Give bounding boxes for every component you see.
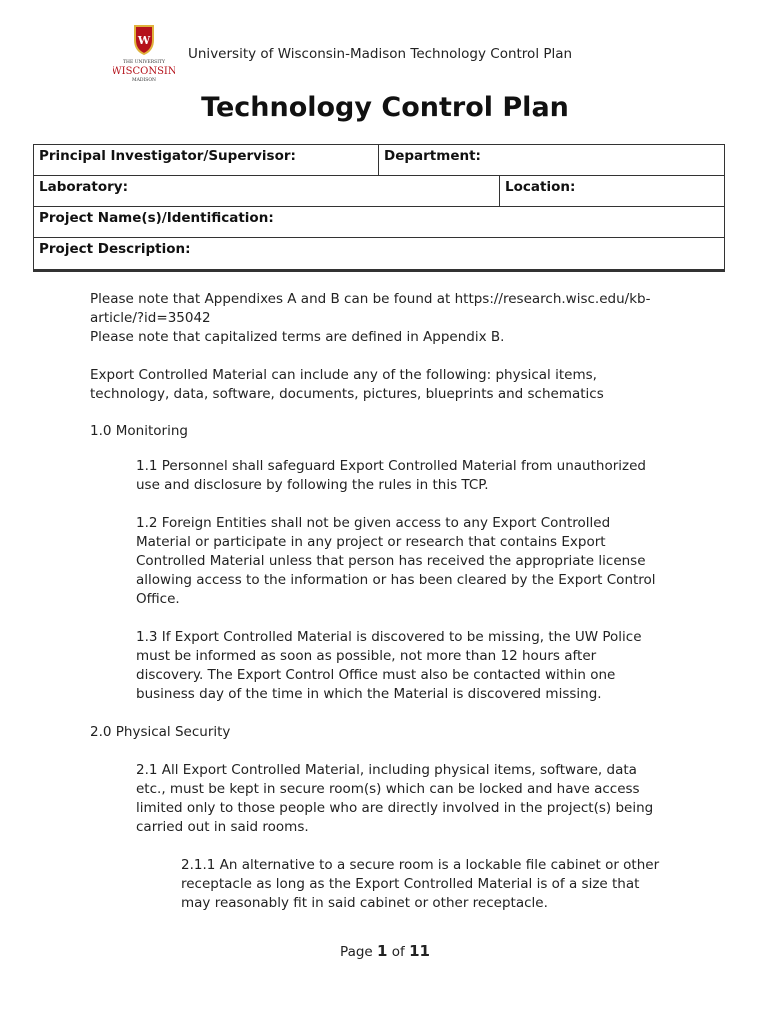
logo-text-bottom: MADISON	[132, 78, 156, 83]
page-word: Page	[340, 944, 373, 960]
logo-text-main: WISCONSIN	[113, 66, 175, 77]
text-line: discovery. The Export Control Office must also be contacted within one	[136, 667, 616, 683]
note-line: article/?id=35042	[90, 310, 211, 326]
appendix-note	[90, 290, 650, 347]
section-1-3	[136, 628, 642, 704]
export-definition	[90, 366, 604, 404]
form-row-pi	[34, 145, 724, 176]
project-name-field[interactable]: Project Name(s)/Identification:	[39, 210, 274, 226]
logo-text-top: THE UNIVERSITY	[123, 60, 165, 65]
of-word: of	[391, 944, 405, 960]
department-field[interactable]: Department:	[384, 148, 481, 164]
current-page: 1	[377, 942, 388, 960]
svg-text:W: W	[137, 34, 151, 47]
total-pages: 11	[409, 942, 430, 960]
section-2-1	[136, 761, 653, 837]
text-line: 2.1 All Export Controlled Material, including physical items, software, data	[136, 762, 637, 778]
pi-field[interactable]: Principal Investigator/Supervisor:	[34, 145, 379, 175]
text-line: Export Controlled Material can include any of the following: physical items,	[90, 367, 597, 383]
text-line: Controlled Material unless that person has received the appropriate license	[136, 553, 646, 569]
text-line: 1.3 If Export Controlled Material is discovered to be missing, the UW Police	[136, 629, 642, 645]
text-line: carried out in said rooms.	[136, 819, 309, 835]
section-1-1	[136, 457, 646, 495]
text-line: 1.1 Personnel shall safeguard Export Controlled Material from unauthorized	[136, 458, 646, 474]
page-title: Technology Control Plan	[201, 92, 569, 123]
page-number	[0, 942, 770, 960]
section-heading-physical-security: 2.0 Physical Security	[90, 724, 231, 740]
text-line: 1.2 Foreign Entities shall not be given access to any Export Controlled	[136, 515, 611, 531]
form-row-project-desc	[34, 238, 724, 269]
text-line: 2.1.1 An alternative to a secure room is a lockable file cabinet or other	[181, 857, 660, 873]
form-row-project-name	[34, 207, 724, 238]
text-line: technology, data, software, documents, pictures, blueprints and schematics	[90, 386, 604, 402]
text-line: use and disclosure by following the rules in this TCP.	[136, 477, 489, 493]
text-line: must be informed as soon as possible, not more than 12 hours after	[136, 648, 597, 664]
section-2-1-1	[181, 856, 659, 913]
crest-icon	[135, 26, 153, 54]
note-line: Please note that capitalized terms are defined in Appendix B.	[90, 329, 505, 345]
text-line: allowing access to the information or has been cleared by the Export Control	[136, 572, 656, 588]
project-description-field[interactable]: Project Description:	[39, 241, 191, 257]
header-text: University of Wisconsin-Madison Technology Control Plan	[188, 46, 573, 62]
text-line: may reasonably fit in said cabinet or other receptacle.	[181, 895, 548, 911]
note-line: Please note that Appendixes A and B can be found at https://research.wisc.edu/kb-	[90, 291, 651, 307]
section-1-2	[136, 514, 656, 609]
text-line: etc., must be kept in secure room(s) which can be locked and have access	[136, 781, 640, 797]
section-heading-monitoring: 1.0 Monitoring	[90, 423, 188, 439]
location-field[interactable]: Location:	[505, 179, 576, 195]
text-line: limited only to those people who are directly involved in the project(s) being	[136, 800, 654, 816]
text-line: Office.	[136, 591, 180, 607]
project-info-form	[33, 144, 725, 272]
laboratory-field[interactable]: Laboratory:	[34, 176, 500, 206]
text-line: business day of the time in which the Material is discovered missing.	[136, 686, 602, 702]
form-row-lab	[34, 176, 724, 207]
text-line: receptacle as long as the Export Controlled Material is of a size that	[181, 876, 640, 892]
uw-madison-logo	[113, 22, 175, 84]
text-line: Material or participate in any project or research that contains Export	[136, 534, 606, 550]
